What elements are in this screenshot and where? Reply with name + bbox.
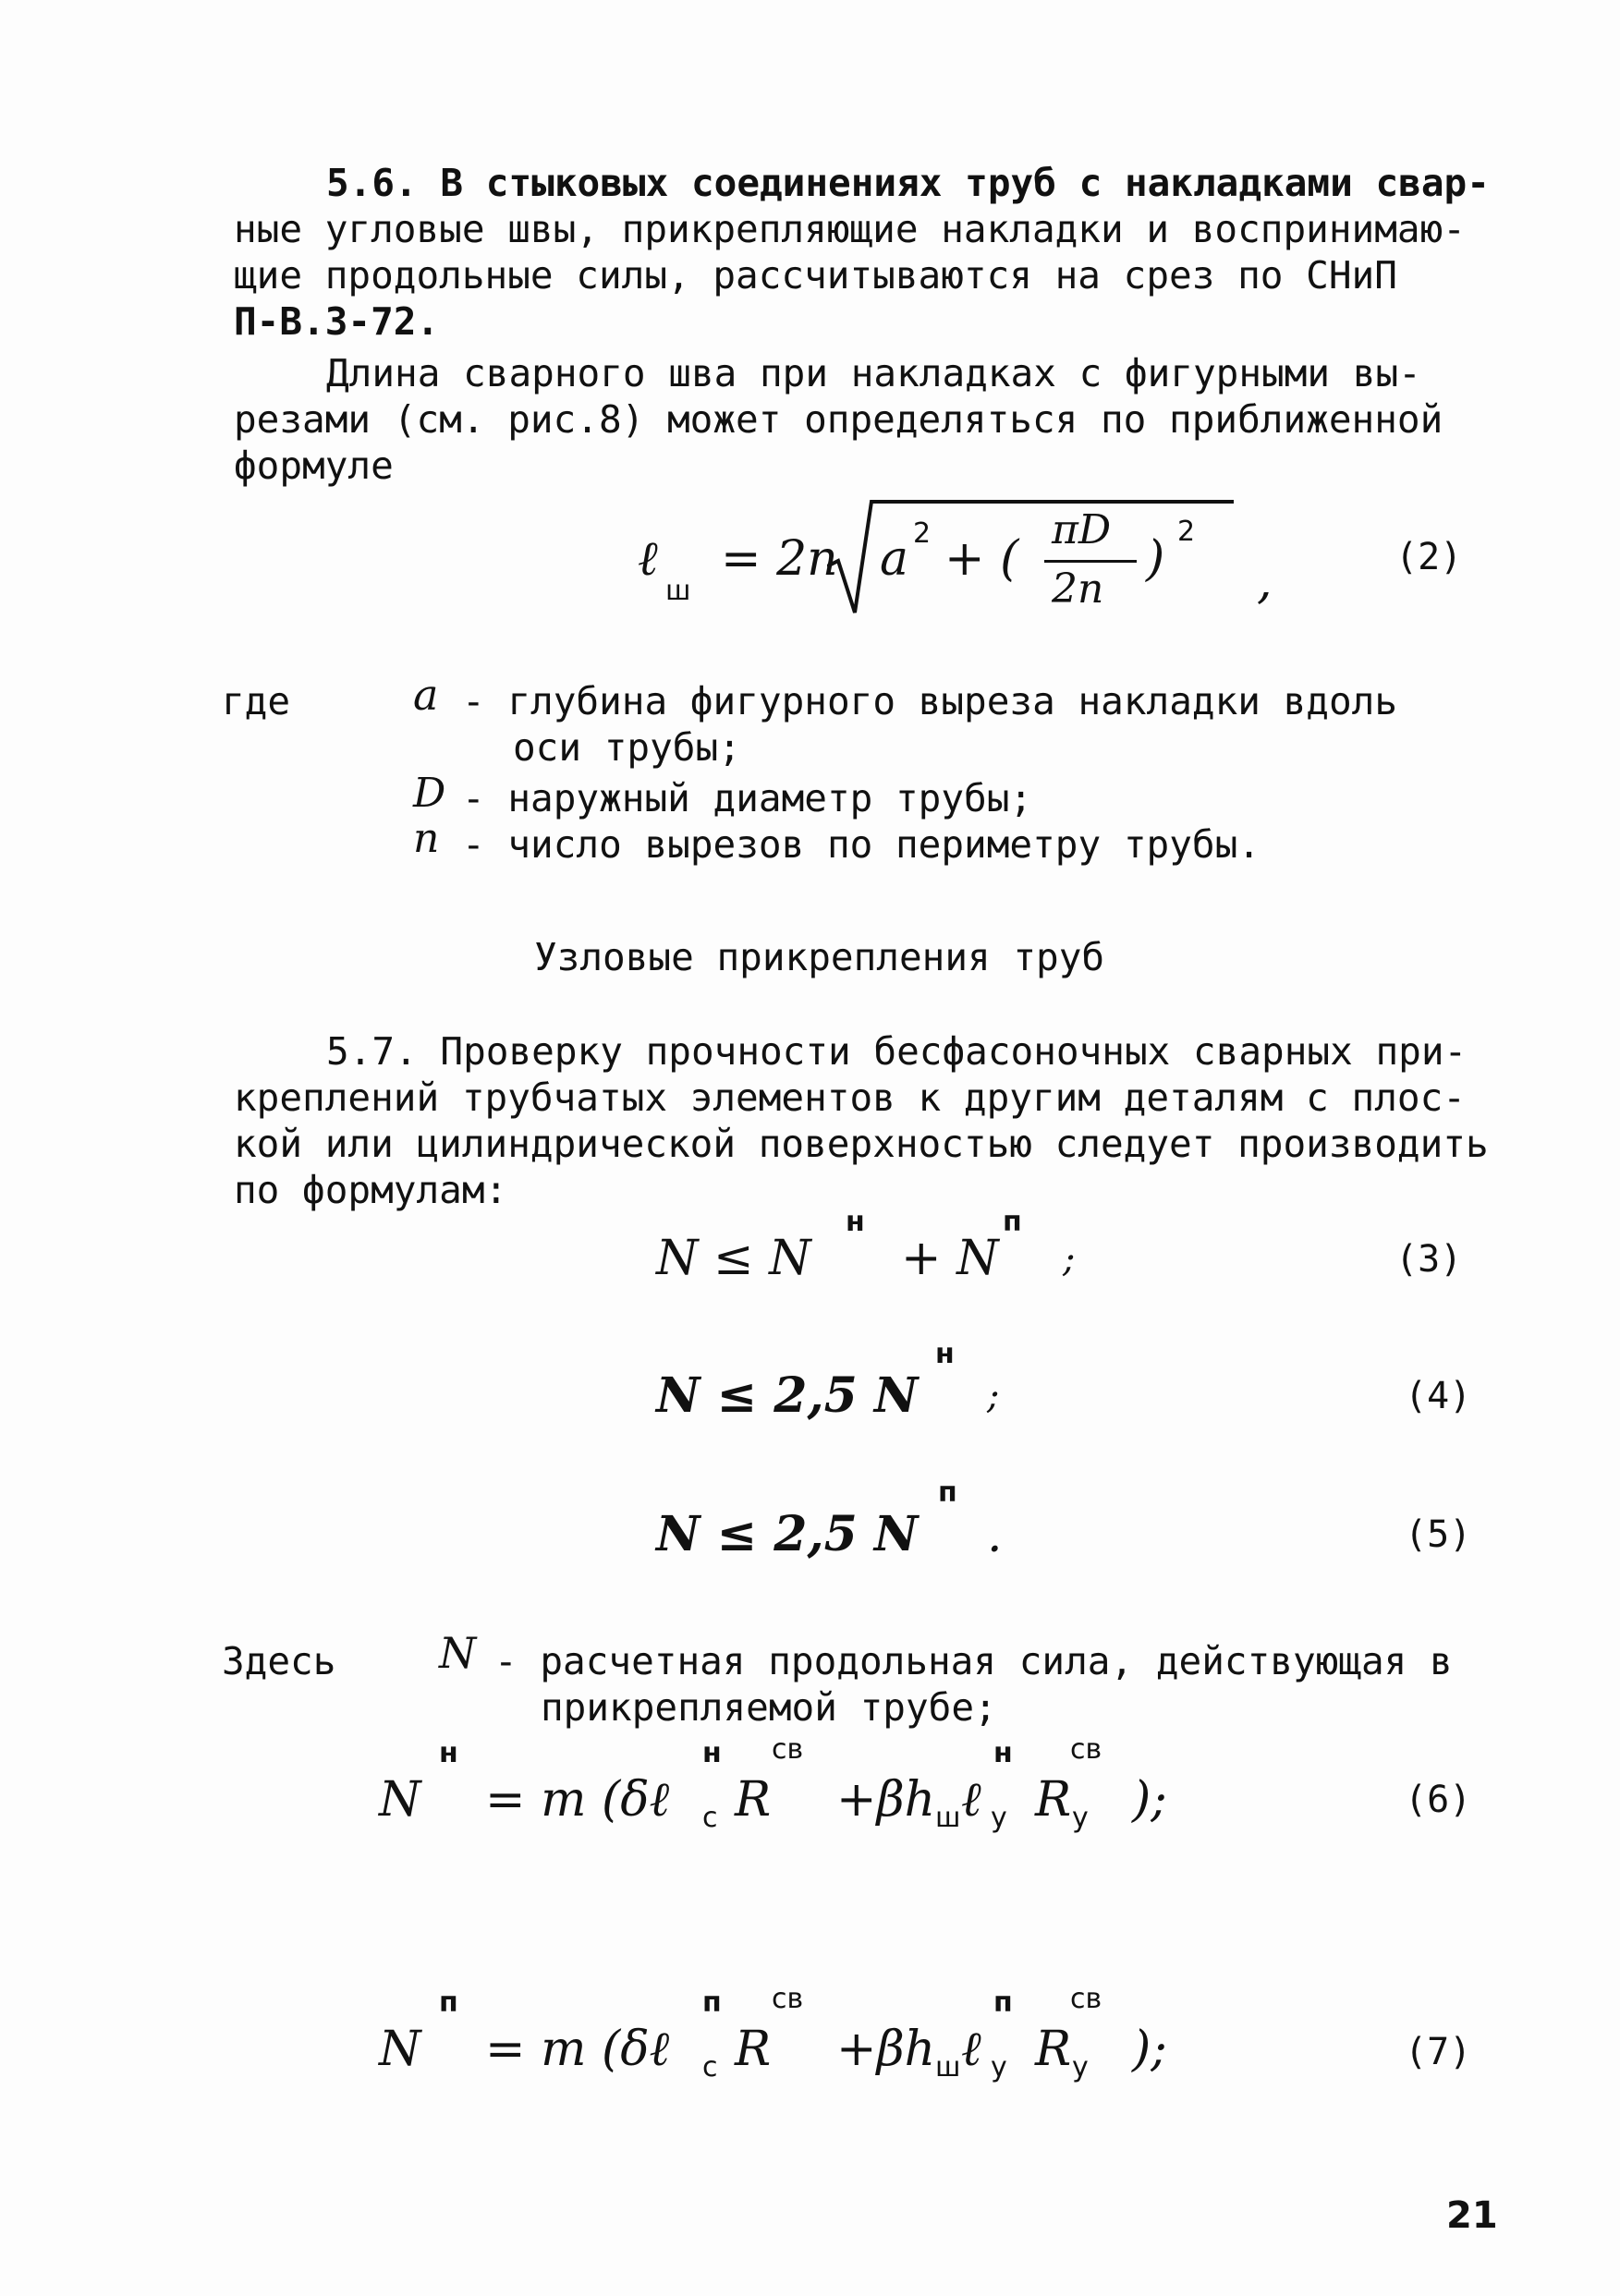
page-number: 21 <box>1446 2194 1498 2237</box>
eq6-lhs-sup: н <box>439 1737 458 1769</box>
eq6-l2: ℓ <box>961 1772 981 1828</box>
s56-line1: 5.6. В стыковых соединениях труб с накладками свар- <box>326 161 1490 205</box>
s56-line3: щие продольные силы, рассчитываются на срез по СНиП <box>234 253 1397 298</box>
eq7-sub-c: c <box>702 2051 718 2083</box>
eq6-end: ); <box>1132 1772 1167 1828</box>
eq6-sup-n1: н <box>702 1737 722 1769</box>
section-heading: Узловые прикрепления труб <box>534 935 1105 979</box>
where-d-text: - наружный диаметр трубы; <box>462 776 1033 820</box>
eq4-end: ; <box>987 1375 1000 1417</box>
eq2-lhs: ℓ <box>638 531 658 587</box>
eq6-body1: = m (δℓ <box>485 1772 670 1828</box>
eq6-lhs: N <box>379 1772 421 1828</box>
s57-line3: кой или цилиндрической поверхностью следует производить <box>234 1122 1489 1166</box>
eq2-close-sup: 2 <box>1177 516 1196 548</box>
here-n-symbol: N <box>439 1628 477 1678</box>
eq7-sup-sv2: cв <box>1070 1983 1102 2015</box>
eq5-sup: п <box>938 1476 957 1509</box>
s56-line2: ные угловые швы, прикрепляющие накладки и воспринимаю- <box>234 207 1466 251</box>
eq2-a: a <box>880 531 909 587</box>
eq7-sup-sv1: cв <box>772 1983 804 2015</box>
s57-line2: креплений трубчатых элементов к другим деталям с плос- <box>234 1075 1466 1120</box>
eq5-number: (5) <box>1405 1513 1472 1556</box>
eq2-denominator: 2n <box>1052 565 1104 613</box>
eq2-numerator: πD <box>1052 506 1112 553</box>
eq3-plus: + N <box>901 1231 999 1286</box>
here-text1: - расчетная продольная сила, действующая в <box>494 1639 1453 1683</box>
eq6-sub-y2: y <box>1072 1802 1089 1834</box>
eq5-end: . <box>987 1508 1003 1563</box>
eq3-number: (3) <box>1395 1238 1463 1281</box>
where-label: где <box>222 679 291 723</box>
eq6-sub-sh: ш <box>935 1802 961 1834</box>
eq6-sup-sv2: cв <box>1070 1733 1102 1766</box>
eq7-sub-y1: y <box>991 2051 1007 2083</box>
eq3-sup2: п <box>1003 1206 1022 1238</box>
s56-line5: Длина сварного шва при накладках с фигурными вы- <box>326 351 1421 395</box>
eq6-sub-c: c <box>702 1802 718 1834</box>
eq7-sub-y2: y <box>1072 2051 1089 2083</box>
eq6-sup-sv1: cв <box>772 1733 804 1766</box>
eq7-sup-n2: п <box>993 1986 1013 2019</box>
eq2-a-sup: 2 <box>913 517 932 550</box>
where-n-text: - число вырезов по периметру трубы. <box>462 822 1261 867</box>
eq6-body2: +βh <box>836 1772 936 1828</box>
s56-line6: резами (см. рис.8) может определяться по приближенной <box>234 397 1443 442</box>
s57-line1: 5.7. Проверку прочности бесфасоночных сварных при- <box>326 1029 1468 1074</box>
eq7-lhs-sup: п <box>439 1986 458 2019</box>
eq3-sup1: н <box>846 1206 865 1238</box>
eq7-r1: R <box>735 2022 772 2077</box>
s56-line7: формуле <box>234 443 394 488</box>
where-d-symbol: D <box>413 770 446 817</box>
eq7-lhs: N <box>379 2022 421 2077</box>
eq5-lhs: N ≤ 2,5 N <box>656 1506 919 1562</box>
eq2-number: (2) <box>1395 536 1463 578</box>
eq4-number: (4) <box>1405 1375 1472 1417</box>
here-text2: прикрепляемой трубе; <box>541 1685 997 1730</box>
eq7-number: (7) <box>1405 2031 1472 2073</box>
here-label: Здесь <box>222 1639 336 1683</box>
eq7-body1: = m (δℓ <box>485 2022 670 2077</box>
eq6-r2: R <box>1035 1772 1072 1828</box>
where-a-text1: - глубина фигурного выреза накладки вдоль <box>462 679 1398 723</box>
s57-line4: по формулам: <box>234 1168 508 1212</box>
s56-line4: П-В.3-72. <box>234 299 440 344</box>
eq3-lhs: N ≤ N <box>656 1231 811 1286</box>
where-n-symbol: n <box>413 815 440 862</box>
eq2-close-paren: ) <box>1146 531 1165 587</box>
eq6-r1: R <box>735 1772 772 1828</box>
eq7-body2: +βh <box>836 2022 936 2077</box>
eq7-sub-sh: ш <box>935 2051 961 2083</box>
eq2-fraction-bar <box>1044 560 1137 563</box>
where-a-text2: оси трубы; <box>513 725 741 770</box>
eq7-r2: R <box>1035 2022 1072 2077</box>
eq3-end: ; <box>1063 1238 1076 1281</box>
eq2-lhs-sub: ш <box>665 575 691 607</box>
where-a-symbol: a <box>413 670 439 720</box>
eq4-lhs: N ≤ 2,5 N <box>656 1367 919 1424</box>
eq2-equals: = 2n <box>721 531 838 587</box>
eq7-l2: ℓ <box>961 2022 981 2077</box>
eq2-comma: , <box>1257 554 1273 610</box>
eq2-plus-paren: + ( <box>944 531 1019 587</box>
eq6-number: (6) <box>1405 1779 1472 1821</box>
eq6-sup-n2: н <box>993 1737 1013 1769</box>
eq7-sup-n1: п <box>702 1986 722 2019</box>
eq7-end: ); <box>1132 2022 1167 2077</box>
eq6-sub-y1: y <box>991 1802 1007 1834</box>
eq4-sup: н <box>935 1338 955 1370</box>
